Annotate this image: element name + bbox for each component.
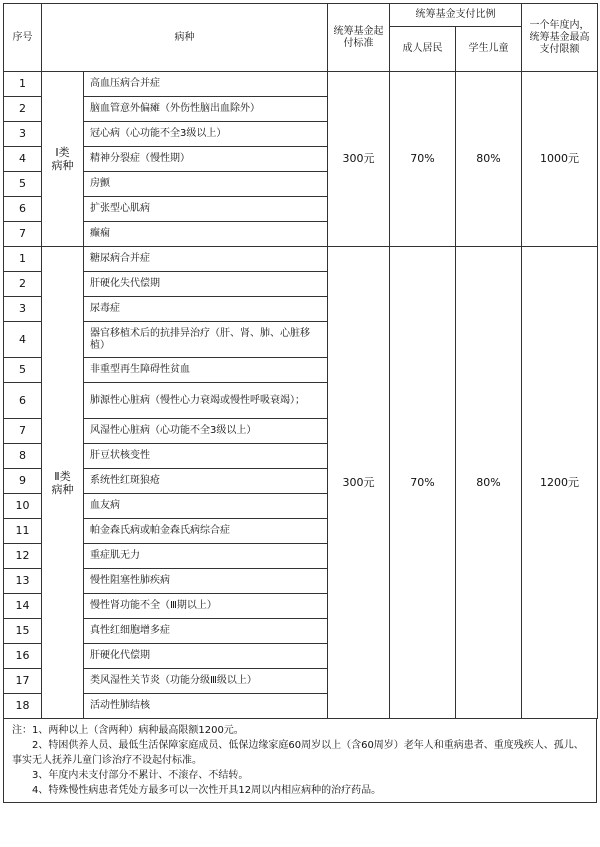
disease-name: 系统性红斑狼疮 xyxy=(84,469,328,494)
header-student: 学生儿童 xyxy=(456,27,522,72)
class-word: 病种 xyxy=(51,482,74,496)
row-index: 16 xyxy=(4,644,42,669)
row-index: 2 xyxy=(4,97,42,122)
disease-name: 帕金森氏病或帕金森氏病综合症 xyxy=(84,519,328,544)
row-index: 7 xyxy=(4,222,42,247)
student-ratio-cell: 80% xyxy=(456,247,522,719)
note-2: 2、特困供养人员、最低生活保障家庭成员、低保边缘家庭60周岁以上（含60周岁）老年人和重病患者、重度残疾人、孤儿、事实无人抚养儿童门诊治疗不设起付标准。 xyxy=(12,740,584,766)
row-index: 13 xyxy=(4,569,42,594)
table-row xyxy=(4,72,598,97)
row-index: 6 xyxy=(4,197,42,222)
row-index: 4 xyxy=(4,322,42,358)
adult-ratio-cell: 70% xyxy=(390,72,456,247)
row-index: 17 xyxy=(4,669,42,694)
disease-name: 尿毒症 xyxy=(84,297,328,322)
row-index: 5 xyxy=(4,172,42,197)
threshold-cell: 300元 xyxy=(328,247,390,719)
disease-table-container xyxy=(3,3,597,803)
note-1: 注：1、两种以上（含两种）病种最高限额1200元。 xyxy=(12,725,244,736)
row-index: 5 xyxy=(4,358,42,383)
row-index: 18 xyxy=(4,694,42,719)
row-index: 3 xyxy=(4,297,42,322)
threshold-cell: 300元 xyxy=(328,72,390,247)
header-annual-max: 一个年度内，统筹基金最高支付限额 xyxy=(522,4,598,72)
table-row xyxy=(4,247,598,272)
disease-name: 活动性肺结核 xyxy=(84,694,328,719)
annual-max-cell: 1200元 xyxy=(522,247,598,719)
row-index: 9 xyxy=(4,469,42,494)
disease-name: 糖尿病合并症 xyxy=(84,247,328,272)
class-word: 病种 xyxy=(51,159,74,172)
header-index: 序号 xyxy=(4,4,42,72)
row-index: 12 xyxy=(4,544,42,569)
table-body xyxy=(4,72,598,719)
disease-name: 肝硬化代偿期 xyxy=(84,644,328,669)
disease-name: 血友病 xyxy=(84,494,328,519)
disease-name: 肺源性心脏病（慢性心力衰竭或慢性呼吸衰竭）； xyxy=(84,383,328,419)
disease-name: 风湿性心脏病（心功能不全3级以上） xyxy=(84,419,328,444)
header-threshold: 统筹基金起付标准 xyxy=(328,4,390,72)
header-ratio-group: 统筹基金支付比例 xyxy=(390,4,522,27)
row-index: 6 xyxy=(4,383,42,419)
disease-name: 癫痫 xyxy=(84,222,328,247)
disease-name: 冠心病（心功能不全3级以上） xyxy=(84,122,328,147)
disease-name: 类风湿性关节炎（功能分级Ⅲ级以上） xyxy=(84,669,328,694)
disease-name: 扩张型心肌病 xyxy=(84,197,328,222)
row-index: 8 xyxy=(4,444,42,469)
class2-label xyxy=(42,247,84,719)
annual-max-cell: 1000元 xyxy=(522,72,598,247)
row-index: 1 xyxy=(4,72,42,97)
disease-name: 肝硬化失代偿期 xyxy=(84,272,328,297)
row-index: 15 xyxy=(4,619,42,644)
header-adult: 成人居民 xyxy=(390,27,456,72)
note-3: 3、年度内未支付部分不累计、不滚存、不结转。 xyxy=(32,770,249,781)
row-index: 4 xyxy=(4,147,42,172)
row-index: 14 xyxy=(4,594,42,619)
disease-name: 脑血管意外偏瘫（外伤性脑出血除外） xyxy=(84,97,328,122)
disease-name: 慢性阻塞性肺疾病 xyxy=(84,569,328,594)
table-notes xyxy=(3,719,597,803)
disease-name: 慢性肾功能不全（Ⅲ期以上） xyxy=(84,594,328,619)
disease-name: 精神分裂症（慢性期） xyxy=(84,147,328,172)
class-roman: Ⅰ类 xyxy=(55,146,70,159)
header-disease: 病种 xyxy=(42,4,328,72)
disease-name: 高血压病合并症 xyxy=(84,72,328,97)
disease-name: 非重型再生障碍性贫血 xyxy=(84,358,328,383)
row-index: 3 xyxy=(4,122,42,147)
disease-name: 真性红细胞增多症 xyxy=(84,619,328,644)
disease-name: 重症肌无力 xyxy=(84,544,328,569)
row-index: 7 xyxy=(4,419,42,444)
row-index: 2 xyxy=(4,272,42,297)
row-index: 11 xyxy=(4,519,42,544)
adult-ratio-cell: 70% xyxy=(390,247,456,719)
class1-label xyxy=(42,72,84,247)
disease-name: 房颤 xyxy=(84,172,328,197)
row-index: 10 xyxy=(4,494,42,519)
disease-name: 器官移植术后的抗排异治疗（肝、肾、肺、心脏移植） xyxy=(84,322,328,358)
class-roman: Ⅱ类 xyxy=(54,469,71,483)
header-row-1 xyxy=(4,4,598,27)
note-4: 4、特殊慢性病患者凭处方最多可以一次性开具12周以内相应病种的治疗药品。 xyxy=(32,785,382,796)
student-ratio-cell: 80% xyxy=(456,72,522,247)
disease-name: 肝豆状核变性 xyxy=(84,444,328,469)
row-index: 1 xyxy=(4,247,42,272)
chronic-disease-table xyxy=(3,3,598,719)
